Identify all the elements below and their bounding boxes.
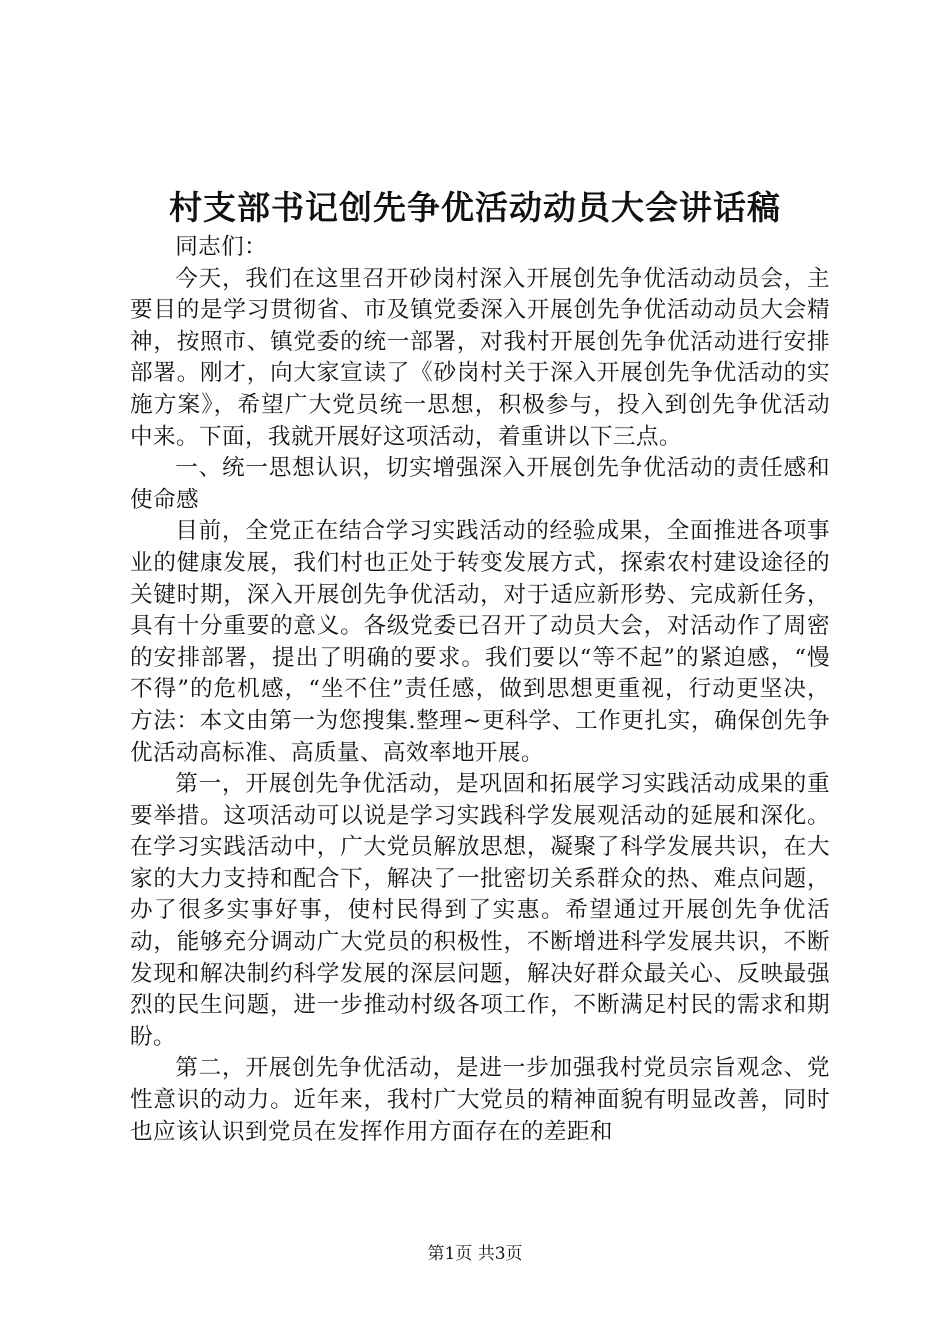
body-paragraph: 第二，开展创先争优活动，是进一步加强我村党员宗旨观念、党性意识的动力。近年来，我村广大党员的精神面貌有明显改善，同时也应该认识到党员在发挥作用方面存在的差距和 [130, 1055, 830, 1145]
page-footer: 第1页 共3页 [427, 1244, 523, 1264]
salutation-paragraph: 同志们： [175, 234, 268, 260]
section-heading-1: 一、统一思想认识，切实增强深入开展创先争优活动的责任感和使命感 [130, 455, 830, 513]
body-paragraph: 第一，开展创先争优活动，是巩固和拓展学习实践活动成果的重要举措。这项活动可以说是学习实践科学发展观活动的延展和深化。在学习实践活动中，广大党员解放思想，凝聚了科学发展共识，在大家的大力支持和配合下，解决了一批密切关系群众的热、难点问题，办了很多实事好事，使村民得到了实惠。希望通过开展创先争优活动，能够充分调动广大党员的积极性，不断增进科学发展共识，不断发现和解决制约科学发展的深层问题，解决好群众最关心、反映最强烈的民生问题，进一步推动村级各项工作，不断满足村民的需求和期盼。 [130, 771, 830, 1050]
document-title: 村支部书记创先争优活动动员大会讲话稿 [169, 188, 781, 227]
intro-paragraph: 今天，我们在这里召开砂岗村深入开展创先争优活动动员会，主要目的是学习贯彻省、市及镇党委深入开展创先争优活动动员大会精神，按照市、镇党委的统一部署，对我村开展创先争优活动进行安排部署。刚才，向大家宣读了《砂岗村关于深入开展创先争优活动的实施方案》，希望广大党员统一思想，积极参与，投入到创先争优活动中来。下面，我就开展好这项活动，着重讲以下三点。 [130, 265, 830, 450]
document-body [130, 232, 830, 1148]
body-paragraph: 目前，全党正在结合学习实践活动的经验成果，全面推进各项事业的健康发展，我们村也正处于转变发展方式，探索农村建设途径的关键时期，深入开展创先争优活动，对于适应新形势、完成新任务，具有十分重要的意义。各级党委已召开了动员大会，对活动作了周密的安排部署，提出了明确的要求。我们要以“等不起”的紧迫感，“慢不得”的危机感，“坐不住”责任感，做到思想更重视，行动更坚决，方法：本文由第一为您搜集.整理~更科学、工作更扎实，确保创先争优活动高标准、高质量、高效率地开展。 [130, 518, 830, 766]
